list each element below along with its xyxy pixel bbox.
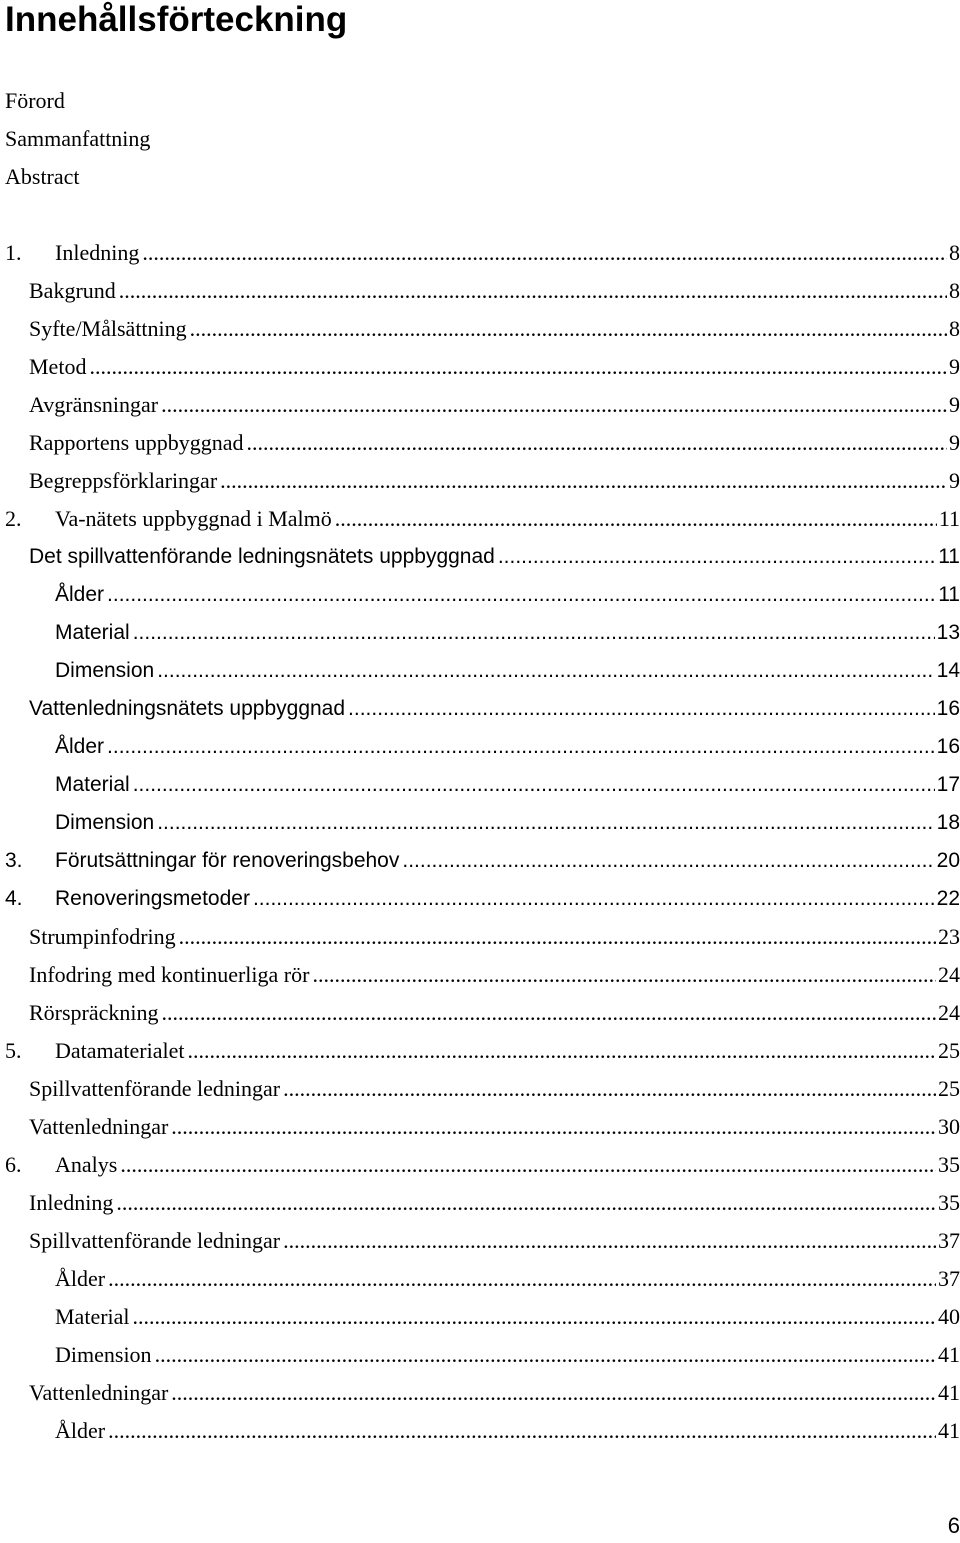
toc-entry-line (29, 310, 960, 348)
dot-leader (107, 728, 935, 766)
dot-leader (133, 766, 935, 804)
toc-entry-line (29, 1222, 960, 1260)
toc-entry-page: 8 (949, 278, 960, 303)
toc-entry-page: 24 (938, 1000, 960, 1025)
toc-entry-title: Vattenledningsnätets uppbyggnad (29, 697, 346, 720)
toc-entry-title: Metod (29, 354, 87, 379)
toc-entry-title: Spillvattenförande ledningar (29, 1076, 281, 1101)
toc-entry-page: 11 (938, 506, 960, 531)
toc-entry[interactable] (0, 1412, 960, 1450)
toc-entry[interactable] (0, 614, 960, 652)
toc-entry-page: 9 (949, 354, 960, 379)
toc-entry-title: Ålder (55, 735, 105, 758)
toc-entry-line (29, 1184, 960, 1222)
toc-entry[interactable] (0, 842, 960, 880)
toc-entry[interactable] (0, 1184, 960, 1222)
toc-entry[interactable] (0, 652, 960, 690)
toc-entry-page: 9 (949, 468, 960, 493)
dot-leader (312, 956, 936, 994)
toc-entry-title: Infodring med kontinuerliga rör (29, 962, 310, 987)
toc-entry-line (55, 1412, 960, 1450)
toc-entry-page: 41 (938, 1380, 960, 1405)
dot-leader (155, 1336, 936, 1374)
toc-entry[interactable] (0, 1260, 960, 1298)
toc-entry-title: Bakgrund (29, 278, 116, 303)
dot-leader (107, 576, 936, 614)
toc-entry-title: Rapportens uppbyggnad (29, 430, 244, 455)
toc-entry-line (29, 918, 960, 956)
toc-entry-title: Vattenledningar (29, 1114, 169, 1139)
dot-leader (133, 1298, 936, 1336)
toc-entry[interactable] (0, 956, 960, 994)
dot-leader (187, 1032, 936, 1070)
toc-entry-line (55, 1146, 960, 1184)
dot-leader (283, 1070, 936, 1108)
toc-entry-page: 16 (936, 735, 960, 758)
dot-leader (89, 348, 947, 386)
dot-leader (108, 1412, 936, 1450)
toc-entry-page: 30 (938, 1114, 960, 1139)
toc-entry[interactable] (0, 728, 960, 766)
toc-entry-page: 18 (936, 811, 960, 834)
toc-entry-page: 41 (938, 1342, 960, 1367)
toc-entry-line (29, 424, 960, 462)
dot-leader (190, 310, 947, 348)
toc-entry[interactable] (0, 1374, 960, 1412)
toc-entry-title: Avgränsningar (29, 392, 159, 417)
dot-leader (220, 462, 947, 500)
toc-entry-number: 6. (5, 1152, 22, 1177)
toc-entry-line (29, 1070, 960, 1108)
dot-leader (133, 614, 935, 652)
toc-entry-page: 37 (938, 1228, 960, 1253)
toc-entry-page: 22 (936, 887, 960, 910)
front-matter-item[interactable]: Sammanfattning (5, 126, 151, 151)
toc-entry-page: 41 (938, 1418, 960, 1443)
toc-list (0, 234, 960, 1450)
toc-entry[interactable] (0, 538, 960, 576)
toc-entry-title: Renoveringsmetoder (55, 887, 250, 910)
toc-entry-line (29, 994, 960, 1032)
toc-entry-page: 25 (938, 1076, 960, 1101)
toc-entry-title: Dimension (55, 659, 155, 682)
toc-entry[interactable] (0, 386, 960, 424)
toc-entry-line (55, 804, 960, 842)
toc-entry-line (55, 1298, 960, 1336)
toc-entry-line (29, 538, 960, 576)
toc-entry-line (55, 500, 960, 538)
toc-entry-title: Material (55, 1304, 130, 1329)
toc-entry[interactable] (0, 1108, 960, 1146)
toc-entry[interactable] (0, 272, 960, 310)
toc-entry-title: Strumpinfodring (29, 924, 176, 949)
toc-entry[interactable] (0, 1222, 960, 1260)
toc-entry-page: 23 (938, 924, 960, 949)
toc-entry[interactable] (0, 1070, 960, 1108)
toc-entry-title: Ålder (55, 1418, 106, 1443)
toc-entry-page: 8 (949, 240, 960, 265)
toc-entry-title: Förutsättningar för renoveringsbehov (55, 849, 400, 872)
toc-entry-number: 2. (5, 506, 22, 531)
toc-entry-page: 25 (938, 1038, 960, 1063)
toc-entry-number: 3. (5, 849, 23, 872)
toc-entry-title: Dimension (55, 1342, 152, 1367)
toc-entry-line (55, 652, 960, 690)
toc-entry[interactable] (0, 310, 960, 348)
toc-entry-line (29, 1108, 960, 1146)
toc-entry[interactable] (0, 1032, 960, 1070)
dot-leader (402, 842, 934, 880)
dot-leader (179, 918, 936, 956)
toc-entry-line (29, 348, 960, 386)
toc-entry-line (55, 1260, 960, 1298)
toc-entry-line (55, 614, 960, 652)
toc-entry-page: 8 (949, 316, 960, 341)
toc-entry-line (55, 880, 960, 918)
toc-entry-line (55, 1336, 960, 1374)
toc-entry-line (29, 386, 960, 424)
toc-entry-page: 11 (938, 545, 960, 568)
dot-leader (348, 690, 935, 728)
toc-entry[interactable] (0, 500, 960, 538)
toc-entry-title: Datamaterialet (55, 1038, 185, 1063)
toc-entry-title: Dimension (55, 811, 155, 834)
toc-entry-page: 40 (938, 1304, 960, 1329)
toc-entry-page: 13 (936, 621, 960, 644)
toc-entry-title: Det spillvattenförande ledningsnätets uppbyggnad (29, 545, 495, 568)
toc-title: Innehållsförteckning (5, 0, 348, 39)
dot-leader (142, 234, 947, 272)
toc-entry-page: 17 (936, 773, 960, 796)
toc-entry[interactable] (0, 234, 960, 272)
toc-entry-page: 35 (938, 1152, 960, 1177)
dot-leader (120, 1146, 936, 1184)
toc-entry[interactable] (0, 1298, 960, 1336)
toc-entry-title: Inledning (29, 1190, 114, 1215)
toc-entry-line (55, 766, 960, 804)
front-matter-item[interactable]: Förord (5, 88, 65, 113)
toc-entry[interactable] (0, 766, 960, 804)
dot-leader (116, 1184, 936, 1222)
toc-entry-title: Material (55, 773, 130, 796)
toc-entry-title: Ålder (55, 1266, 106, 1291)
toc-entry[interactable] (0, 804, 960, 842)
front-matter-list (5, 82, 150, 196)
toc-entry-page: 24 (938, 962, 960, 987)
dot-leader (108, 1260, 936, 1298)
toc-entry-line (29, 272, 960, 310)
toc-entry-number: 5. (5, 1038, 22, 1063)
dot-leader (253, 880, 935, 918)
dot-leader (161, 386, 947, 424)
toc-entry-page: 16 (936, 697, 960, 720)
toc-entry-line (29, 690, 960, 728)
toc-entry-title: Begreppsförklaringar (29, 468, 218, 493)
dot-leader (162, 994, 936, 1032)
toc-entry-title: Rörspräckning (29, 1000, 159, 1025)
toc-entry-page: 14 (936, 659, 960, 682)
toc-entry[interactable] (0, 576, 960, 614)
toc-entry-line (55, 728, 960, 766)
toc-entry-line (55, 234, 960, 272)
toc-entry-page: 9 (949, 392, 960, 417)
toc-entry-number: 4. (5, 887, 23, 910)
toc-entry-page: 35 (938, 1190, 960, 1215)
toc-entry-title: Material (55, 621, 130, 644)
toc-entry[interactable] (0, 462, 960, 500)
toc-entry-title: Analys (55, 1152, 118, 1177)
toc-entry-line (29, 462, 960, 500)
dot-leader (283, 1222, 936, 1260)
toc-entry[interactable] (0, 348, 960, 386)
toc-entry[interactable] (0, 424, 960, 462)
toc-entry-title: Vattenledningar (29, 1380, 169, 1405)
toc-entry-title: Spillvattenförande ledningar (29, 1228, 281, 1253)
toc-entry-line (55, 842, 960, 880)
dot-leader (171, 1108, 936, 1146)
toc-entry[interactable] (0, 880, 960, 918)
toc-entry-title: Ålder (55, 583, 105, 606)
dot-leader (246, 424, 947, 462)
toc-entry-page: 11 (938, 583, 960, 606)
toc-entry-page: 9 (949, 430, 960, 455)
dot-leader (171, 1374, 936, 1412)
toc-entry[interactable] (0, 1146, 960, 1184)
toc-entry-number: 1. (5, 240, 22, 265)
toc-entry[interactable] (0, 918, 960, 956)
dot-leader (119, 272, 947, 310)
toc-entry[interactable] (0, 994, 960, 1032)
toc-entry-line (55, 1032, 960, 1070)
toc-entry-page: 37 (938, 1266, 960, 1291)
toc-entry-page: 20 (936, 849, 960, 872)
toc-entry-title: Syfte/Målsättning (29, 316, 187, 341)
toc-entry-line (55, 576, 960, 614)
front-matter-item[interactable]: Abstract (5, 164, 80, 189)
toc-entry-title: Inledning (55, 240, 140, 265)
page-number: 6 (947, 1513, 960, 1538)
toc-entry[interactable] (0, 690, 960, 728)
dot-leader (157, 804, 934, 842)
toc-entry[interactable] (0, 1336, 960, 1374)
toc-entry-line (29, 1374, 960, 1412)
dot-leader (335, 500, 937, 538)
dot-leader (498, 538, 936, 576)
toc-entry-line (29, 956, 960, 994)
dot-leader (157, 652, 934, 690)
toc-entry-title: Va-nätets uppbyggnad i Malmö (55, 506, 332, 531)
